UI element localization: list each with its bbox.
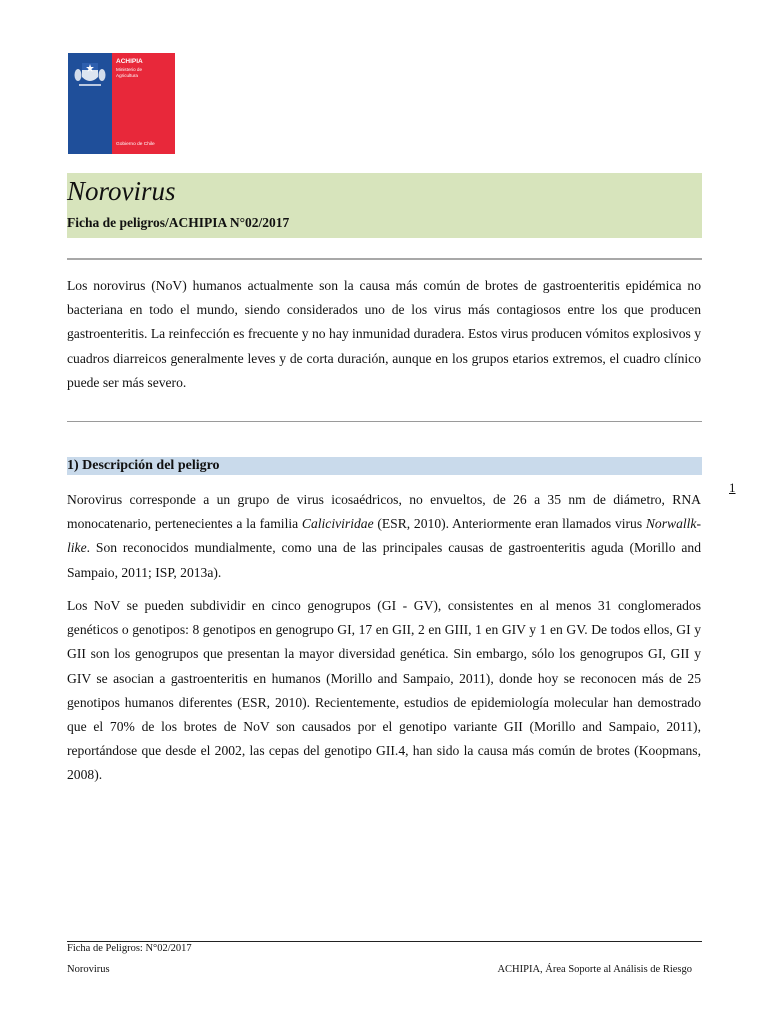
page-title: Norovirus [67, 176, 176, 206]
section-heading-bar [67, 457, 702, 475]
title-divider [67, 258, 702, 260]
family-name: Caliciviridae [301, 516, 374, 532]
description-text-a: Norovirus corresponde a un grupo de virus icosaédricos, no envueltos, de 26 a 35 nm de diámetro, RNA monocatenario, pertenecientes a la familia [67, 492, 701, 532]
footer-left-line2: Norovirus [67, 964, 110, 975]
footer-right: ACHIPIA, Área Soporte al Análisis de Riesgo [497, 964, 692, 975]
title-box [67, 173, 702, 238]
footer-divider [67, 941, 702, 942]
logo-ministry: Ministerio de Agricultura [116, 67, 143, 78]
footer-left-line1: Ficha de Peligros: N°02/2017 [67, 943, 192, 954]
logo-government: Gobierno de Chile [116, 142, 155, 147]
description-text-b: (ESR, 2010). Anteriormente eran llamados virus [373, 516, 646, 532]
coat-of-arms-icon [73, 59, 107, 89]
intro-divider [67, 421, 702, 422]
logo-blue-panel [68, 53, 112, 154]
logo-name: ACHIPIA [116, 58, 143, 65]
achipia-logo [68, 53, 175, 154]
description-paragraph-2: Los NoV se pueden subdividir en cinco genogrupos (GI - GV), consistentes en al menos 31 conglomerados genéticos o genotipos: 8 genotipos en genogrupo GI, 17 en GII, 2 en GIII, 1 en GIV y 1 en GV. De todos ellos, GI y GII son los genogrupos que presentan la mayor diversidad genética. Sin embargo, sólo los genogrupos GI, GII y GIV se asocian a gastroenteritis en humanos (Morillo and Sampaio, 2011), donde hoy se reconocen más de 25 genotipos humanos diferentes (ESR, 2010). Recientemente, estudios de epidemiología molecular han demostrado que el 70% de los brotes de NoV son causados por el genotipo variante GII (Morillo and Sampaio, 2011), reportándose que desde el 2002, las cepas del genotipo GII.4, han sido la causa más común de brotes (Koopmans, 2008). [67, 598, 701, 783]
section-heading: 1) Descripción del peligro [67, 458, 220, 473]
description-text-c: . Son reconocidos mundialmente, como una de las principales causas de gastroenteritis aguda (Morillo and Sampaio, 2011; ISP, 2013a). [67, 540, 701, 580]
description-paragraph-1 [67, 488, 701, 585]
page-number: 1 [729, 480, 736, 495]
intro-paragraph: Los norovirus (NoV) humanos actualmente son la causa más común de brotes de gastroenteritis epidémica no bacteriana en todo el mundo, siendo considerados uno de los virus más contagiosos entre los que producen gastroenteritis. La reinfección es frecuente y no hay inmunidad duradera. Estos virus producen vómitos explosivos y cuadros diarreicos generalmente leves y de corta duración, aunque en los grupos etarios extremos, el cuadro clínico puede ser más severo. [67, 278, 701, 390]
page-subtitle: Ficha de peligros/ACHIPIA N°02/2017 [67, 215, 290, 230]
former-name: Norwallk-like [67, 516, 701, 556]
